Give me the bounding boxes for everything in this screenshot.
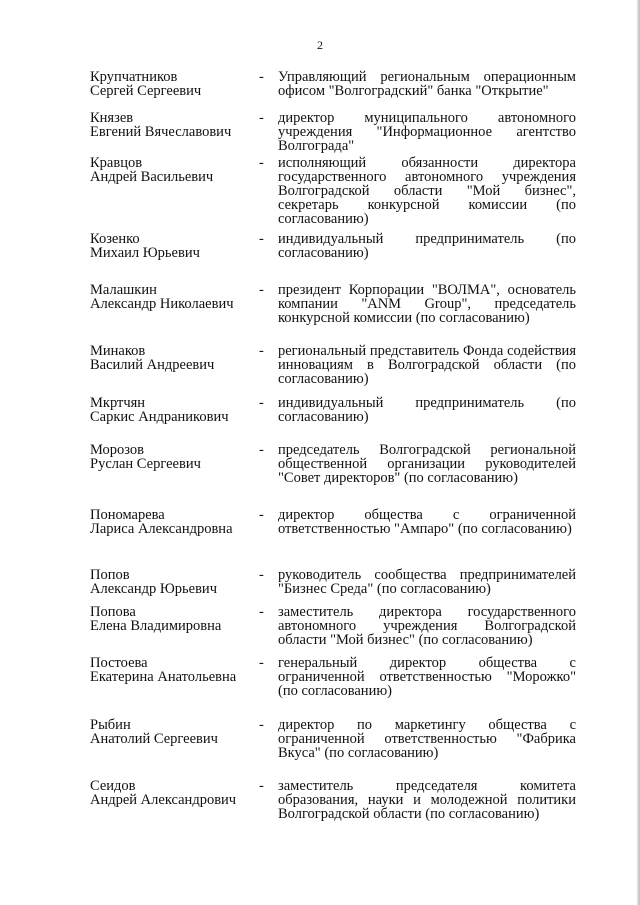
member-given-names: Лариса Александровна [90, 521, 233, 537]
member-surname: Сеидов [90, 778, 136, 794]
member-name [90, 156, 255, 184]
member-role: председатель Волгоградской региональной общественной организации руководителей "Совет директоров" (по согласованию) [278, 442, 576, 486]
member-given-names: Александр Николаевич [90, 296, 234, 312]
member-name [90, 232, 255, 260]
member-surname: Козенко [90, 231, 140, 247]
entry-dash: - [259, 442, 264, 458]
member-name [90, 656, 255, 684]
member-name [90, 111, 255, 139]
entry-dash: - [259, 395, 264, 411]
entry-dash: - [259, 507, 264, 523]
member-role: заместитель директора государственного автономного учреждения Волгоградской области "Мой бизнес" (по согласованию) [278, 604, 576, 648]
member-surname: Крупчатников [90, 69, 178, 85]
member-name [90, 396, 255, 424]
entry-dash: - [259, 155, 264, 171]
member-name [90, 70, 255, 98]
member-name [90, 443, 255, 471]
member-name [90, 568, 255, 596]
member-name [90, 779, 255, 807]
member-given-names: Василий Андреевич [90, 357, 215, 373]
member-role: директор общества с ограниченной ответственностью "Ампаро" (по согласованию) [278, 507, 576, 537]
member-given-names: Саркис Андраникович [90, 409, 229, 425]
member-role: Управляющий региональным операционным офисом "Волгоградский" банка "Открытие" [278, 69, 576, 99]
member-given-names: Анатолий Сергеевич [90, 731, 218, 747]
member-surname: Попов [90, 567, 130, 583]
member-role: индивидуальный предприниматель (по согласованию) [278, 231, 576, 261]
entry-dash: - [259, 655, 264, 671]
member-role: заместитель председателя комитета образования, науки и молодежной политики Волгоградской области (по согласованию) [278, 778, 576, 822]
member-name [90, 605, 255, 633]
entry-dash: - [259, 231, 264, 247]
entry-dash: - [259, 69, 264, 85]
member-surname: Пономарева [90, 507, 165, 523]
member-given-names: Елена Владимировна [90, 618, 222, 634]
member-role: исполняющий обязанности директора государственного автономного учреждения Волгоградской области "Мой бизнес", секретарь конкурсной комиссии (по согласованию) [278, 155, 576, 227]
member-role: директор муниципального автономного учреждения "Информационное агентство Волгограда" [278, 110, 576, 154]
page-number: 2 [317, 38, 323, 52]
entry-dash: - [259, 282, 264, 298]
member-role: руководитель сообщества предпринимателей "Бизнес Среда" (по согласованию) [278, 567, 576, 597]
entry-dash: - [259, 717, 264, 733]
member-name [90, 344, 255, 372]
member-name [90, 718, 255, 746]
member-role: президент Корпорации "ВОЛМА", основатель компании "ANM Group", председатель конкурсной комиссии (по согласованию) [278, 282, 576, 326]
member-surname: Постоева [90, 655, 148, 671]
member-role: региональный представитель Фонда содействия инновациям в Волгоградской области (по согласованию) [278, 343, 576, 387]
member-given-names: Евгений Вячеславович [90, 124, 232, 140]
member-name [90, 283, 255, 311]
member-surname: Кравцов [90, 155, 143, 171]
member-surname: Рыбин [90, 717, 131, 733]
member-role: генеральный директор общества с ограниченной ответственностью "Морожко" (по согласованию) [278, 655, 576, 699]
member-role: индивидуальный предприниматель (по согласованию) [278, 395, 576, 425]
member-surname: Малашкин [90, 282, 157, 298]
entry-dash: - [259, 567, 264, 583]
member-given-names: Михаил Юрьевич [90, 245, 200, 261]
member-surname: Попова [90, 604, 136, 620]
entry-dash: - [259, 778, 264, 794]
member-given-names: Екатерина Анатольевна [90, 669, 237, 685]
member-given-names: Александр Юрьевич [90, 581, 217, 597]
member-given-names: Руслан Сергеевич [90, 456, 201, 472]
member-surname: Минаков [90, 343, 146, 359]
member-surname: Мкртчян [90, 395, 146, 411]
member-surname: Князев [90, 110, 134, 126]
member-name [90, 508, 255, 536]
member-given-names: Андрей Александрович [90, 792, 237, 808]
member-role: директор по маркетингу общества с ограниченной ответственностью "Фабрика Вкуса" (по согласованию) [278, 717, 576, 761]
member-surname: Морозов [90, 442, 145, 458]
entry-dash: - [259, 343, 264, 359]
entry-dash: - [259, 604, 264, 620]
member-given-names: Андрей Васильевич [90, 169, 214, 185]
entry-dash: - [259, 110, 264, 126]
member-given-names: Сергей Сергеевич [90, 83, 202, 99]
